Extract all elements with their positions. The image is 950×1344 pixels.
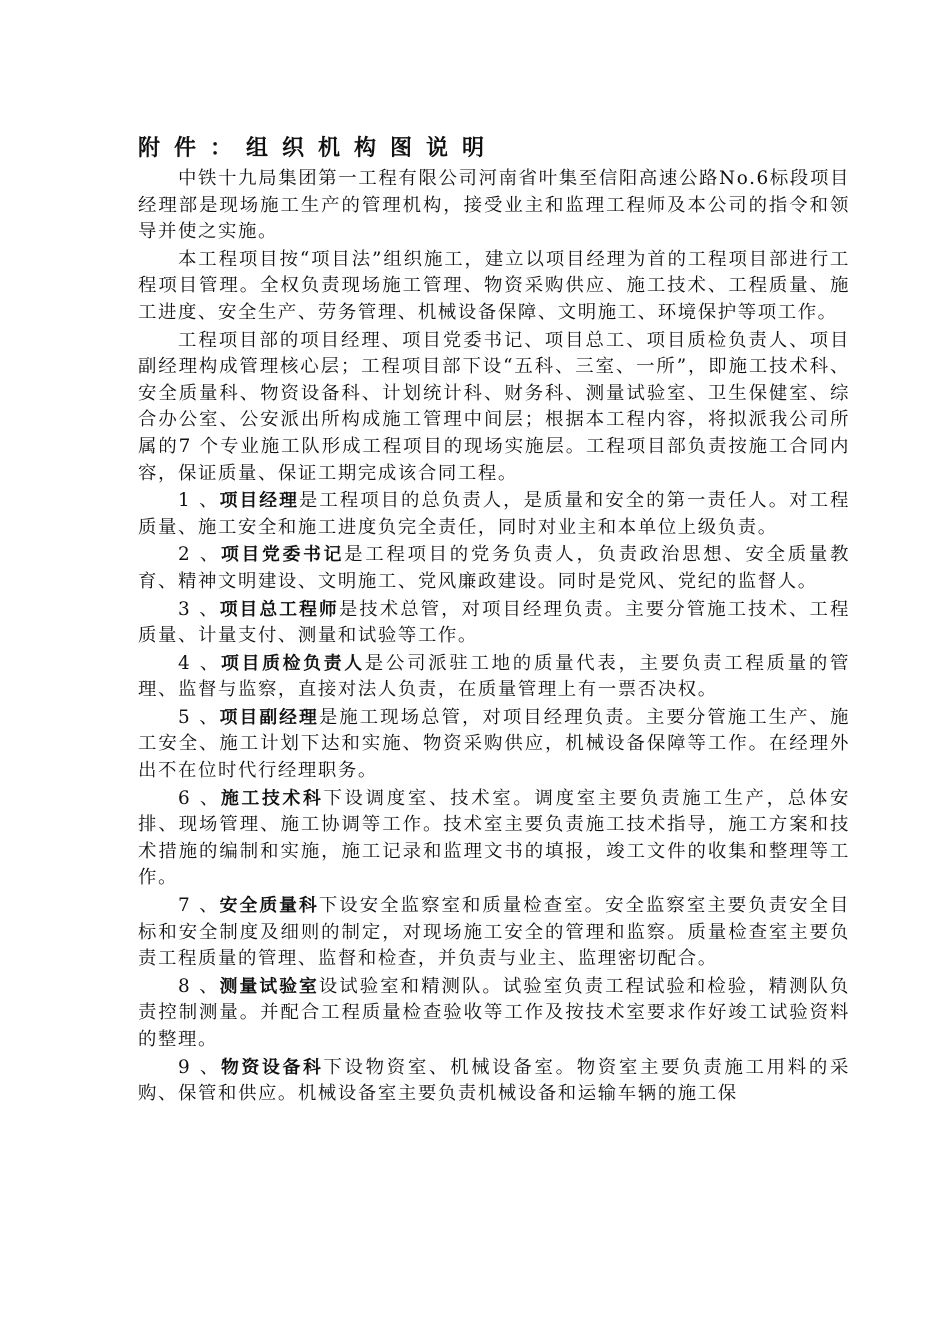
item-text: 是技术总管，对项目经理负责。主要分管施工技术、工程质量、计量支付、测量和试验等工作。 xyxy=(138,598,850,647)
item-number: 1 、 xyxy=(178,490,220,512)
item-number: 6 、 xyxy=(178,787,221,809)
item-number: 4 、 xyxy=(178,652,222,674)
item-term: 项目经理 xyxy=(219,490,299,512)
item-deputy-manager xyxy=(138,705,850,785)
item-term: 项目总工程师 xyxy=(219,598,339,620)
item-project-manager xyxy=(138,488,850,541)
item-text: 下设安全监察室和质量检查室。安全监察室主要负责安全目标和安全制度及细则的制定，对现场施工安全的管理和监察。质量检查室主要负责工程质量的管理、监督和检查，并负责与业主、监理密切配合。 xyxy=(138,895,850,970)
item-text: 是公司派驻工地的质量代表，主要负责工程质量的管理、监督与监察，直接对法人负责，在质量管理上有一票否决权。 xyxy=(138,652,850,701)
item-materials-equipment-dept xyxy=(138,1055,850,1108)
item-term: 物资设备科 xyxy=(220,1056,324,1078)
item-number: 9 、 xyxy=(178,1056,221,1078)
item-term: 安全质量科 xyxy=(219,895,319,917)
document-page xyxy=(138,132,850,1109)
document-title: 附件：组织机构图说明 xyxy=(138,136,499,161)
item-survey-lab xyxy=(138,974,850,1054)
intro-paragraph-1: 中铁十九局集团第一工程有限公司河南省叶集至信阳高速公路No.6标段项目经理部是现场施工生产的管理机构，接受业主和监理工程师及本公司的指令和领导并使之实施。 xyxy=(138,168,850,243)
item-number: 5 、 xyxy=(178,706,220,728)
item-number: 7 、 xyxy=(178,895,220,917)
item-text: 设试验室和精测队。试验室负责工程试验和检验，精测队负责控制测量。并配合工程质量检查验收等工作及按技术室要求作好竣工试验资料的整理。 xyxy=(138,975,850,1050)
intro-paragraph-3: 工程项目部的项目经理、项目党委书记、项目总工、项目质检负责人、项目副经理构成管理核心层；工程项目部下设“五科、三室、一所”，即施工技术科、安全质量科、物资设备科、计划统计科、财务科、测量试验室、卫生保健室、综合办公室、公安派出所构成施工管理中间层；根据本工程内容，将拟派我公司所属的7 个专业施工队形成工程项目的现场实施层。工程项目部负责按施工合同内容，保证质量、保证工期完成该合同工程。 xyxy=(138,329,850,484)
intro-paragraph-2: 本工程项目按“项目法”组织施工，建立以项目经理为首的工程项目部进行工程项目管理。全权负责现场施工管理、物资采购供应、施工技术、工程质量、施工进度、安全生产、劳务管理、机械设备保障、文明施工、环境保护等项工作。 xyxy=(138,248,850,323)
item-text: 是施工现场总管，对项目经理负责。主要分管施工生产、施工安全、施工计划下达和实施、物资采购供应，机械设备保障等工作。在经理外出不在位时代行经理职务。 xyxy=(138,706,850,782)
item-term: 测量试验室 xyxy=(219,975,319,997)
item-number: 2 、 xyxy=(178,544,222,566)
item-technical-dept xyxy=(138,786,850,892)
item-party-secretary xyxy=(138,542,850,595)
item-term: 项目党委书记 xyxy=(221,544,345,566)
item-quality-inspector xyxy=(138,651,850,704)
item-term: 施工技术科 xyxy=(220,787,324,809)
item-safety-quality-dept xyxy=(138,893,850,973)
item-text: 下设物资室、机械设备室。物资室主要负责施工用料的采购、保管和供应。机械设备室主要负责机械设备和运输车辆的施工保 xyxy=(138,1056,850,1105)
item-text: 是工程项目的总负责人，是质量和安全的第一责任人。对工程质量、施工安全和施工进度负完全责任，同时对业主和本单位上级负责。 xyxy=(138,490,851,538)
item-number: 8 、 xyxy=(178,975,220,997)
item-term: 项目副经理 xyxy=(219,706,319,728)
item-number: 3 、 xyxy=(178,598,220,620)
item-chief-engineer xyxy=(138,597,850,650)
item-text: 是工程项目的党务负责人，负责政治思想、安全质量教育、精神文明建设、文明施工、党风廉政建设。同时是党风、党纪的监督人。 xyxy=(138,544,850,592)
item-text: 下设调度室、技术室。调度室主要负责施工生产，总体安排、现场管理、施工协调等工作。技术室主要负责施工技术指导，施工方案和技术措施的编制和实施，施工记录和监理文书的填报，竣工文件的收集和整理等工作。 xyxy=(138,787,850,889)
item-term: 项目质检负责人 xyxy=(221,652,365,674)
